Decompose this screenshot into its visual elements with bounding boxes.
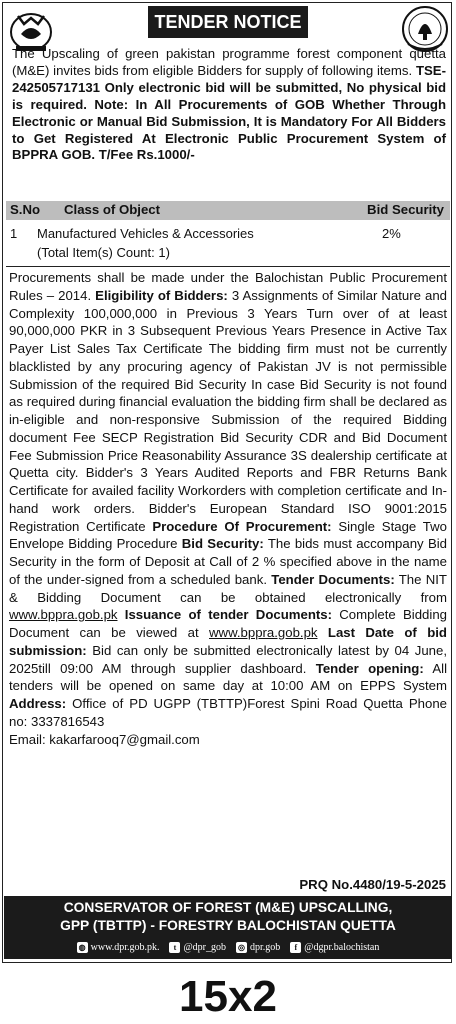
divider <box>6 266 450 267</box>
row-sno: 1 <box>10 226 18 241</box>
body-text-eligibility: 3 Assignments of Similar Nature and Complexity 100,000,000 in Previous 3 Years Turn over of at least 90,000,000 PKR in 3 Subsequent Previous Years Presence in Active Tax Payer List Sales Tax Certificate The bidding firm must not be currently blacklisted by any procuring agency of Pakistan JV is not permissible Submission of the required Bid Security In case Bid Security is not found as required during financial evaluation the bidding firm shall be declared as in-eligible and non-responsive Submission of the required Bidding document Fee SECP Registration Bid Security CDR and Bid Document Fee Submission Price Reasonability Assurance 3S dealership certificate at Quetta city. Bidder's 3 Years Audited Reports and FBR Returns Bank Certificate for availed facility Workorders with completion certificate and In-hand work orders. Bidder's European Standard ISO 9001:2015 Registration Certificate <box>9 287 447 534</box>
header-class: Class of Object <box>64 202 161 217</box>
items-table-header <box>6 201 450 220</box>
body-text-last-date: Bid can only be submitted electronically latest by 04 June, 2025till 09:00 AM through supplier dashboard. <box>9 642 448 676</box>
heading-tender-documents: Tender Documents: <box>271 571 395 587</box>
header-security: Bid Security <box>367 202 444 217</box>
facebook-icon: f <box>290 942 301 953</box>
heading-address: Address: <box>9 696 67 711</box>
header-sno: S.No <box>10 202 41 217</box>
footer-org-line-1: CONSERVATOR OF FOREST (M&E) UPSCALLING, <box>63 900 393 915</box>
body-text-address: Office of PD UGPP (TBTTP)Forest Spini Road Quetta Phone no: 3337816543 <box>9 696 447 729</box>
social-instagram-text: dpr.gob <box>250 941 281 953</box>
ad-size-label: 15x2 <box>179 972 277 1021</box>
social-twitter-text: @dpr_gob <box>183 941 227 953</box>
social-links <box>4 938 452 956</box>
social-instagram[interactable] <box>236 938 280 956</box>
social-website[interactable] <box>77 938 160 956</box>
heading-tender-opening: Tender opening: <box>315 660 424 676</box>
bppra-link[interactable]: www.bppra.gob.pk <box>9 607 118 623</box>
social-twitter[interactable] <box>169 938 226 956</box>
footer-org-line-2: GPP (TBTTP) - FORESTRY BALOCHISTAN QUETTA <box>60 918 396 933</box>
instagram-icon: ◎ <box>236 942 247 953</box>
prq-number: PRQ No.4480/19-5-2025 <box>299 877 446 892</box>
body-text-issuance: Complete Bidding Document can be viewed at <box>9 607 447 640</box>
social-website-text: www.dpr.gob.pk. <box>90 941 160 953</box>
globe-icon: ◍ <box>77 942 88 953</box>
row-item: Manufactured Vehicles & Accessories <box>37 226 254 241</box>
body-text-tender-documents: The NIT & Bidding Document can be obtained electronically from <box>9 571 447 605</box>
bppra-link-2[interactable]: www.bppra.gob.pk <box>209 625 318 640</box>
notice-body <box>9 269 447 748</box>
body-text-procedure: Single Stage Two Envelope Bidding Procedure <box>9 518 447 552</box>
row-count: (Total Item(s) Count: 1) <box>37 245 170 260</box>
page-title: TENDER NOTICE <box>148 6 308 38</box>
intro-bold-text: TSE-242505717131 Only electronic bid will be submitted, No physical bid is required. Note: In All Procurements of GOB Whether Through Electronic or Manual Bid Submission, It is Mandatory For All Bidders to Get Registered At Electronic Public Procurement System of BPPRA GOB. T/Fee Rs.1000/- <box>12 62 446 163</box>
heading-bid-security: Bid Security: <box>181 536 264 552</box>
body-text-bid-security: The bids must accompany Bid Security in the form of Deposit at Call of 2 % specified above in the name of the under-signed from a scheduled bank. <box>9 536 448 587</box>
social-facebook[interactable] <box>290 938 379 956</box>
heading-last-date: Last Date of bid submission: <box>9 625 447 658</box>
body-text-opening: All tenders will be opened on same day at 10:00 AM on EPPS System <box>9 660 448 694</box>
body-text-rules: Procurements shall be made under the Balochistan Public Procurement Rules – 2014. <box>9 270 447 303</box>
intro-paragraph <box>12 46 446 164</box>
heading-eligibility: Eligibility of Bidders: <box>95 287 228 303</box>
table-row <box>6 224 450 264</box>
intro-text: The Upscaling of green pakistan programme forest component quetta (M&E) invites bids from eligible Bidders for supply of following items. <box>12 46 446 78</box>
social-facebook-text: @dgpr.balochistan <box>304 941 380 953</box>
contact-email: Email: kakarfarooq7@gmail.com <box>9 731 200 747</box>
heading-issuance: Issuance of tender Documents: <box>124 607 332 623</box>
footer-banner <box>4 896 452 959</box>
twitter-icon: t <box>169 942 180 953</box>
row-security: 2% <box>382 226 401 241</box>
heading-procedure: Procedure Of Procurement: <box>152 518 332 534</box>
